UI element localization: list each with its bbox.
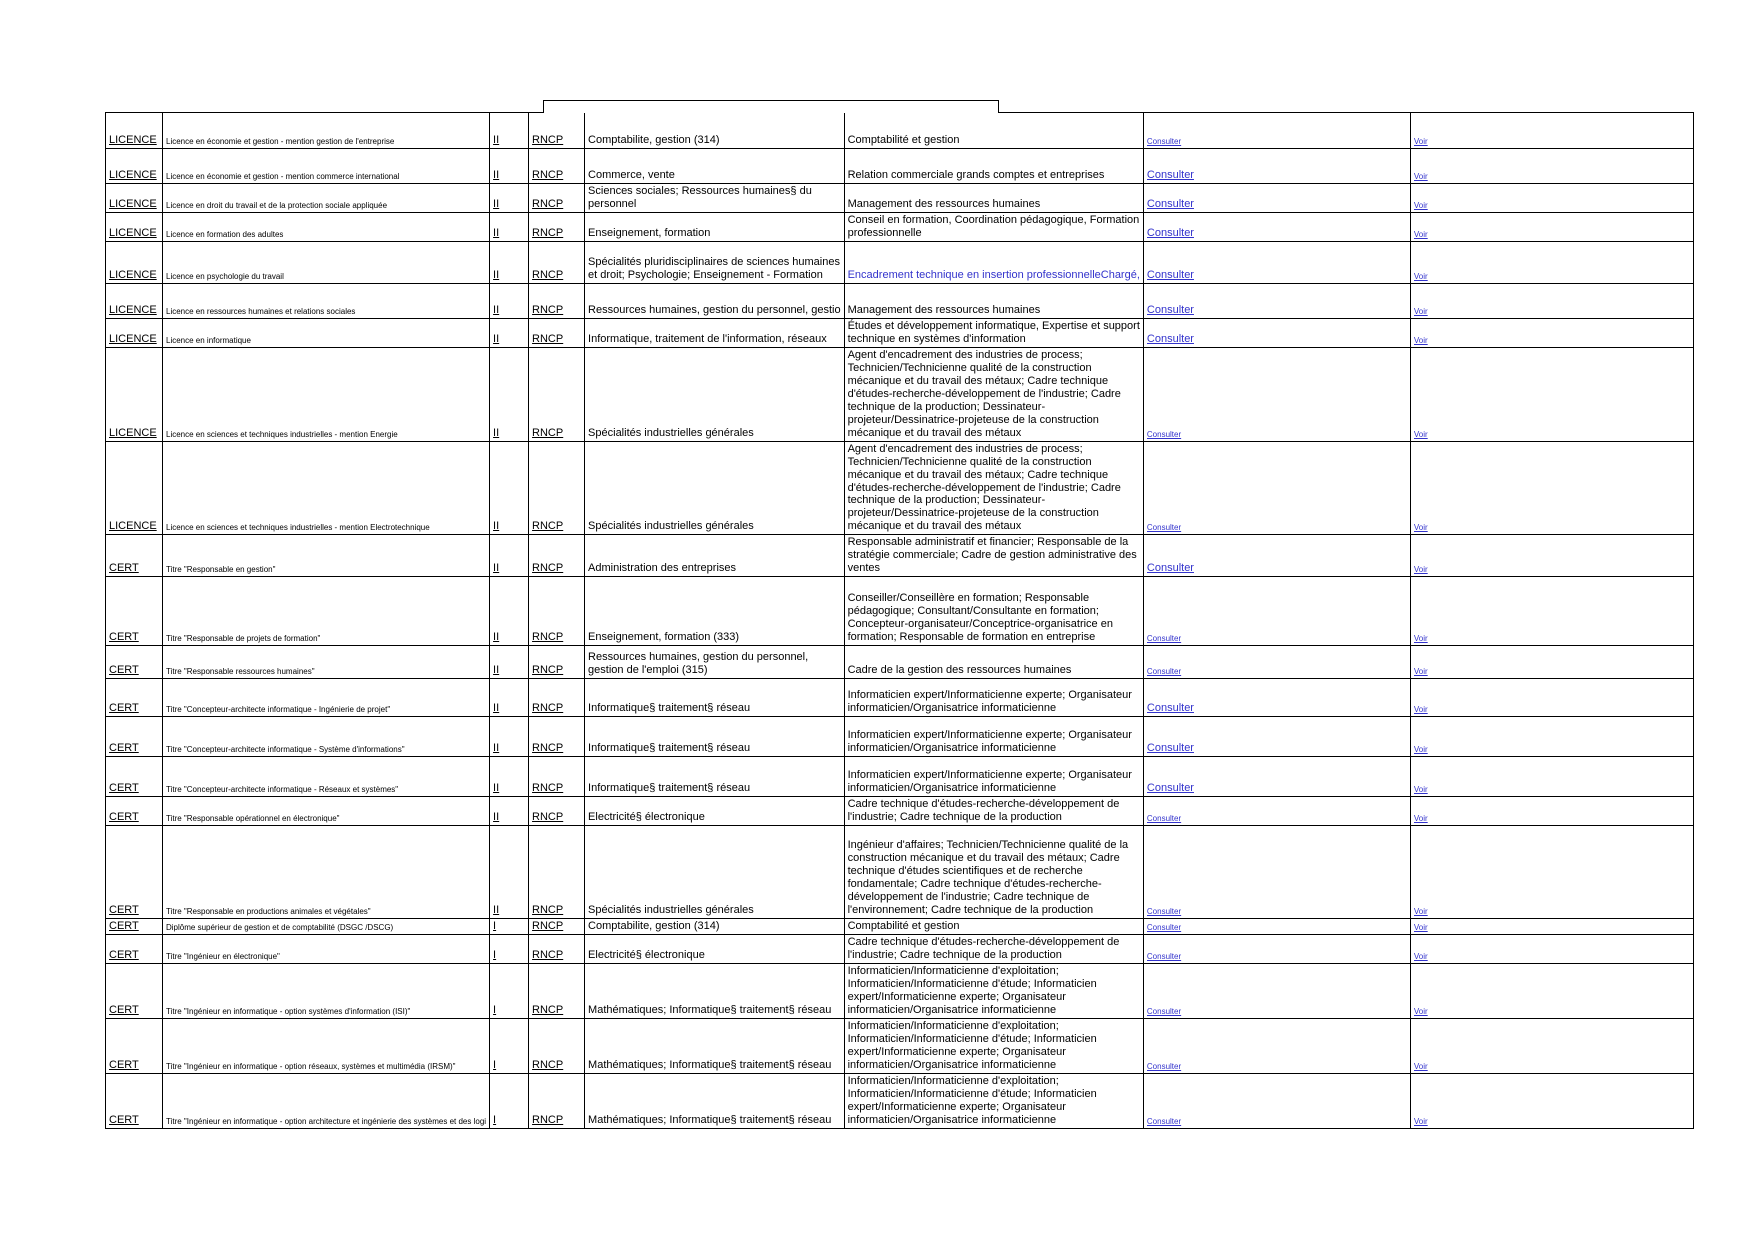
diploma-title: Titre "Ingénieur en informatique - option architecture et ingénierie des systèmes et des logi — [166, 1116, 487, 1126]
diploma-title: Licence en économie et gestion - mention commerce international — [166, 172, 400, 181]
nsf-category: Comptabilite, gestion (314) — [588, 134, 720, 147]
table-row — [106, 646, 1694, 679]
level-link[interactable]: II — [493, 134, 500, 147]
voir-link[interactable]: Voir — [1413, 1007, 1428, 1017]
rncp-link[interactable]: RNCP — [532, 303, 564, 316]
voir-link[interactable]: Voir — [1413, 1062, 1428, 1072]
jobs-text: Cadre de la gestion des ressources humaines — [847, 664, 1072, 677]
voir-link[interactable]: Voir — [1413, 565, 1428, 575]
consulter-link[interactable]: Consulter — [1146, 169, 1194, 182]
nsf-category: Mathématiques; Informatique§ traitement§ réseau — [588, 1059, 832, 1072]
jobs-text: Informaticien expert/Informaticienne experte; Organisateur informaticien/Organisatrice informaticienne — [847, 689, 1132, 715]
jobs-text: Comptabilité et gestion — [847, 920, 960, 933]
voir-link[interactable]: Voir — [1413, 271, 1428, 281]
consulter-link[interactable]: Consulter — [1146, 782, 1194, 795]
level-link[interactable]: II — [493, 811, 500, 824]
table-row — [106, 347, 1694, 441]
table-row — [106, 935, 1694, 964]
consulter-link[interactable]: Consulter — [1146, 332, 1194, 345]
consulter-link[interactable]: Consulter — [1146, 814, 1182, 824]
type-link[interactable]: CERT — [109, 811, 139, 824]
level-link[interactable]: II — [493, 426, 500, 439]
level-link[interactable]: II — [493, 742, 500, 755]
table-row — [106, 318, 1694, 347]
rncp-link[interactable]: RNCP — [532, 742, 564, 755]
consulter-link[interactable]: Consulter — [1146, 1062, 1182, 1072]
level-link[interactable]: II — [493, 268, 500, 281]
type-link[interactable]: LICENCE — [109, 134, 157, 147]
diploma-title: Licence en sciences et techniques industrielles - mention Electrotechnique — [166, 523, 430, 533]
table-wrapper — [105, 112, 1694, 1129]
jobs-text: Comptabilité et gestion — [847, 134, 960, 147]
type-link[interactable]: CERT — [109, 949, 139, 962]
rncp-link[interactable]: RNCP — [532, 169, 564, 182]
level-link[interactable]: II — [493, 664, 500, 677]
voir-link[interactable]: Voir — [1413, 814, 1428, 824]
nsf-category: Informatique§ traitement§ réseau — [588, 742, 751, 755]
type-link[interactable]: CERT — [109, 631, 139, 644]
table-row — [106, 441, 1694, 535]
jobs-link[interactable]: Encadrement technique en insertion professionnelleChargé, — [847, 268, 1140, 281]
consulter-link[interactable]: Consulter — [1146, 667, 1182, 677]
diploma-title: Licence en psychologie du travail — [166, 271, 284, 281]
diploma-title: Licence en sciences et techniques industrielles - mention Energie — [166, 429, 398, 439]
rncp-link[interactable]: RNCP — [532, 904, 564, 917]
jobs-text: Cadre technique d'études-recherche-développement de l'industrie; Cadre technique de la production — [847, 936, 1120, 962]
level-link[interactable]: II — [493, 520, 500, 533]
nsf-category: Electricité§ électronique — [588, 811, 705, 824]
partial-row-above — [543, 100, 999, 113]
nsf-category: Commerce, vente — [588, 169, 675, 182]
diploma-title: Licence en informatique — [166, 335, 251, 345]
rncp-link[interactable]: RNCP — [532, 782, 564, 795]
level-link[interactable]: II — [493, 197, 500, 210]
nsf-category: Informatique, traitement de l'information, réseaux — [588, 332, 827, 345]
table-row — [106, 919, 1694, 935]
level-link[interactable]: II — [493, 169, 500, 182]
consulter-link[interactable]: Consulter — [1146, 1116, 1182, 1126]
nsf-category: Spécialités pluridisciplinaires de sciences humaines et droit; Psychologie; Enseignement - Formation — [588, 255, 840, 281]
voir-link[interactable]: Voir — [1413, 306, 1428, 316]
type-link[interactable]: LICENCE — [109, 226, 157, 239]
level-link[interactable]: I — [493, 949, 497, 962]
type-link[interactable]: CERT — [109, 782, 139, 795]
nsf-category: Sciences sociales; Ressources humaines§ du personnel — [588, 185, 812, 210]
consulter-link[interactable]: Consulter — [1146, 303, 1194, 316]
level-link[interactable]: II — [493, 631, 500, 644]
jobs-text: Agent d'encadrement des industries de process; Technicien/Technicienne qualité de la construction mécanique et du travail des métaux; Cadre technique d'études-recherche-développement de l'industrie; Cadre technique de la production; Dessinateur-projeteur/Dessinatrice-projeteuse de la construction mécanique et du travail des métaux — [847, 442, 1121, 533]
voir-link[interactable]: Voir — [1413, 335, 1428, 345]
jobs-text: Relation commerciale grands comptes et entreprises — [847, 169, 1105, 182]
table-row — [106, 797, 1694, 826]
consulter-link[interactable]: Consulter — [1146, 562, 1194, 575]
table-row — [106, 1019, 1694, 1074]
table-row — [106, 283, 1694, 318]
diploma-title: Licence en économie et gestion - mention gestion de l'entreprise — [166, 137, 395, 146]
nsf-category: Mathématiques; Informatique§ traitement§ réseau — [588, 1113, 832, 1126]
level-link[interactable]: II — [493, 562, 500, 575]
nsf-category: Spécialités industrielles générales — [588, 426, 754, 439]
rncp-link[interactable]: RNCP — [532, 949, 564, 962]
diploma-title: Licence en formation des adultes — [166, 229, 284, 239]
consulter-link[interactable]: Consulter — [1146, 1007, 1182, 1017]
type-link[interactable]: LICENCE — [109, 426, 157, 439]
consulter-link[interactable]: Consulter — [1146, 702, 1194, 715]
diploma-title: Titre "Concepteur-architecte informatique - Système d'informations" — [166, 745, 405, 755]
rncp-link[interactable]: RNCP — [532, 1059, 564, 1072]
level-link[interactable]: II — [493, 782, 500, 795]
diploma-title: Licence en droit du travail et de la protection sociale appliquée — [166, 200, 388, 210]
consulter-link[interactable]: Consulter — [1146, 197, 1194, 210]
rncp-link[interactable]: RNCP — [532, 702, 564, 715]
consulter-link[interactable]: Consulter — [1146, 226, 1194, 239]
type-link[interactable]: CERT — [109, 742, 139, 755]
consulter-link[interactable]: Consulter — [1146, 634, 1182, 644]
nsf-category: Spécialités industrielles générales — [588, 520, 754, 533]
consulter-link[interactable]: Consulter — [1146, 907, 1182, 917]
level-link[interactable]: II — [493, 226, 500, 239]
level-link[interactable]: I — [493, 1059, 497, 1072]
consulter-link[interactable]: Consulter — [1146, 923, 1182, 933]
diploma-title: Titre "Ingénieur en informatique - option réseaux, systèmes et multimédia (IRSM)" — [166, 1062, 456, 1072]
table-row — [106, 717, 1694, 757]
rncp-link[interactable]: RNCP — [532, 562, 564, 575]
jobs-text: Informaticien/Informaticienne d'exploitation; Informaticien/Informaticienne d'étude; Informaticien expert/Informaticienne experte; Organisateur informaticien/Organisatrice informaticienne — [847, 965, 1097, 1017]
jobs-text: Informaticien expert/Informaticienne experte; Organisateur informaticien/Organisatrice informaticienne — [847, 729, 1132, 755]
voir-link[interactable]: Voir — [1413, 1116, 1428, 1126]
type-link[interactable]: CERT — [109, 1059, 139, 1072]
certifications-table — [105, 112, 1694, 1129]
rncp-link[interactable]: RNCP — [532, 426, 564, 439]
level-link[interactable]: II — [493, 702, 500, 715]
diploma-title: Titre "Responsable en gestion" — [166, 565, 276, 575]
consulter-link[interactable]: Consulter — [1146, 268, 1194, 281]
type-link[interactable]: LICENCE — [109, 520, 157, 533]
jobs-text: Études et développement informatique, Expertise et support technique en systèmes d'information — [847, 319, 1140, 345]
type-link[interactable]: LICENCE — [109, 169, 157, 182]
rncp-link[interactable]: RNCP — [532, 811, 564, 824]
voir-link[interactable]: Voir — [1413, 200, 1428, 210]
jobs-text: Management des ressources humaines — [847, 303, 1041, 316]
table-row — [106, 149, 1694, 184]
table-row — [106, 241, 1694, 283]
level-link[interactable]: I — [493, 1113, 497, 1126]
consulter-link[interactable]: Consulter — [1146, 137, 1182, 146]
voir-link[interactable]: Voir — [1413, 952, 1428, 962]
level-link[interactable]: I — [493, 920, 497, 933]
diploma-title: Titre "Responsable de projets de formation" — [166, 634, 321, 644]
voir-link[interactable]: Voir — [1413, 785, 1428, 795]
nsf-category: Enseignement, formation — [588, 226, 711, 239]
table-row — [106, 184, 1694, 213]
level-link[interactable]: II — [493, 904, 500, 917]
rncp-link[interactable]: RNCP — [532, 1004, 564, 1017]
nsf-category: Administration des entreprises — [588, 562, 737, 575]
voir-link[interactable]: Voir — [1413, 523, 1428, 533]
diploma-title: Titre "Responsable en productions animales et végétales" — [166, 907, 371, 917]
nsf-category: Spécialités industrielles générales — [588, 904, 754, 917]
rncp-link[interactable]: RNCP — [532, 631, 564, 644]
table-row — [106, 577, 1694, 646]
voir-link[interactable]: Voir — [1413, 745, 1428, 755]
type-link[interactable]: LICENCE — [109, 197, 157, 210]
nsf-category: Comptabilite, gestion (314) — [588, 920, 720, 933]
jobs-text: Informaticien/Informaticienne d'exploitation; Informaticien/Informaticienne d'étude; Informaticien expert/Informaticienne experte; Organisateur informaticien/Organisatrice informaticienne — [847, 1075, 1097, 1126]
jobs-text: Informaticien/Informaticienne d'exploitation; Informaticien/Informaticienne d'étude; Informaticien expert/Informaticienne experte; Organisateur informaticien/Organisatrice informaticienne — [847, 1020, 1097, 1072]
voir-link[interactable]: Voir — [1413, 429, 1428, 439]
rncp-link[interactable]: RNCP — [532, 920, 564, 933]
diploma-title: Titre "Responsable ressources humaines" — [166, 667, 315, 677]
diploma-title: Licence en ressources humaines et relations sociales — [166, 306, 356, 316]
jobs-text: Responsable administratif et financier; Responsable de la stratégie commerciale; Cadre de gestion administrative des ventes — [847, 536, 1137, 575]
type-link[interactable]: LICENCE — [109, 268, 157, 281]
rncp-link[interactable]: RNCP — [532, 134, 564, 147]
voir-link[interactable]: Voir — [1413, 137, 1428, 146]
rncp-link[interactable]: RNCP — [532, 1113, 564, 1126]
table-row — [106, 826, 1694, 919]
voir-link[interactable]: Voir — [1413, 705, 1428, 715]
consulter-link[interactable]: Consulter — [1146, 742, 1194, 755]
diploma-title: Titre "Ingénieur en informatique - option systèmes d'information (ISI)" — [166, 1007, 411, 1017]
type-link[interactable]: CERT — [109, 664, 139, 677]
type-link[interactable]: CERT — [109, 1004, 139, 1017]
jobs-text: Informaticien expert/Informaticienne experte; Organisateur informaticien/Organisatrice informaticienne — [847, 769, 1132, 795]
rncp-link[interactable]: RNCP — [532, 664, 564, 677]
voir-link[interactable]: Voir — [1413, 667, 1428, 677]
rncp-link[interactable]: RNCP — [532, 332, 564, 345]
nsf-category: Informatique§ traitement§ réseau — [588, 782, 751, 795]
table-row — [106, 964, 1694, 1019]
jobs-text: Ingénieur d'affaires; Technicien/Technicienne qualité de la construction mécanique et du travail des métaux; Cadre technique d'études scientifiques et de recherche fondamentale; Cadre technique d'études-recherche-développement de l'industrie; Cadre technique de l'environnement; Cadre technique de la production — [847, 839, 1129, 917]
voir-link[interactable]: Voir — [1413, 907, 1428, 917]
jobs-text: Conseil en formation, Coordination pédagogique, Formation professionnelle — [847, 213, 1140, 239]
type-link[interactable]: LICENCE — [109, 303, 157, 316]
jobs-text: Agent d'encadrement des industries de process; Technicien/Technicienne qualité de la construction mécanique et du travail des métaux; Cadre technique d'études-recherche-développement de l'industrie; Cadre technique de la production; Dessinateur-projeteur/Dessinatrice-projeteuse de la construction mécanique et du travail des métaux — [847, 348, 1121, 439]
rncp-link[interactable]: RNCP — [532, 268, 564, 281]
rncp-link[interactable]: RNCP — [532, 197, 564, 210]
diploma-title: Diplôme supérieur de gestion et de comptabilité (DSGC /DSCG) — [166, 923, 394, 933]
consulter-link[interactable]: Consulter — [1146, 429, 1182, 439]
jobs-text: Conseiller/Conseillère en formation; Responsable pédagogique; Consultant/Consultante en formation; Concepteur-organisateur/Conceptrice-organisatrice en formation; Responsable de formation en entreprise — [847, 592, 1113, 644]
table-row — [106, 1074, 1694, 1129]
level-link[interactable]: II — [493, 332, 500, 345]
nsf-category: Mathématiques; Informatique§ traitement§ réseau — [588, 1004, 832, 1017]
nsf-category: Ressources humaines, gestion du personnel, gestio — [588, 303, 841, 316]
nsf-category: Enseignement, formation (333) — [588, 631, 740, 644]
table-row — [106, 757, 1694, 797]
nsf-category: Informatique§ traitement§ réseau — [588, 702, 751, 715]
consulter-link[interactable]: Consulter — [1146, 523, 1182, 533]
table-row — [106, 113, 1694, 149]
level-link[interactable]: I — [493, 1004, 497, 1017]
type-link[interactable]: CERT — [109, 920, 139, 933]
diploma-title: Titre "Concepteur-architecte informatique - Réseaux et systèmes" — [166, 785, 399, 795]
voir-link[interactable]: Voir — [1413, 229, 1428, 239]
jobs-text: Cadre technique d'études-recherche-développement de l'industrie; Cadre technique de la production — [847, 798, 1120, 824]
level-link[interactable]: II — [493, 303, 500, 316]
voir-link[interactable]: Voir — [1413, 172, 1428, 181]
diploma-title: Titre "Concepteur-architecte informatique - Ingénierie de projet" — [166, 705, 391, 715]
table-row — [106, 535, 1694, 577]
voir-link[interactable]: Voir — [1413, 634, 1428, 644]
type-link[interactable]: CERT — [109, 702, 139, 715]
nsf-category: Ressources humaines, gestion du personnel, gestion de l'emploi (315) — [588, 651, 809, 677]
type-link[interactable]: LICENCE — [109, 332, 157, 345]
table-row — [106, 212, 1694, 241]
consulter-link[interactable]: Consulter — [1146, 952, 1182, 962]
diploma-title: Titre "Responsable opérationnel en électronique" — [166, 814, 340, 824]
type-link[interactable]: CERT — [109, 1113, 139, 1126]
nsf-category: Electricité§ électronique — [588, 949, 705, 962]
type-link[interactable]: CERT — [109, 904, 139, 917]
voir-link[interactable]: Voir — [1413, 923, 1428, 933]
rncp-link[interactable]: RNCP — [532, 226, 564, 239]
table-row — [106, 679, 1694, 717]
jobs-text: Management des ressources humaines — [847, 197, 1041, 210]
type-link[interactable]: CERT — [109, 562, 139, 575]
rncp-link[interactable]: RNCP — [532, 520, 564, 533]
diploma-title: Titre "Ingénieur en électronique" — [166, 952, 280, 962]
